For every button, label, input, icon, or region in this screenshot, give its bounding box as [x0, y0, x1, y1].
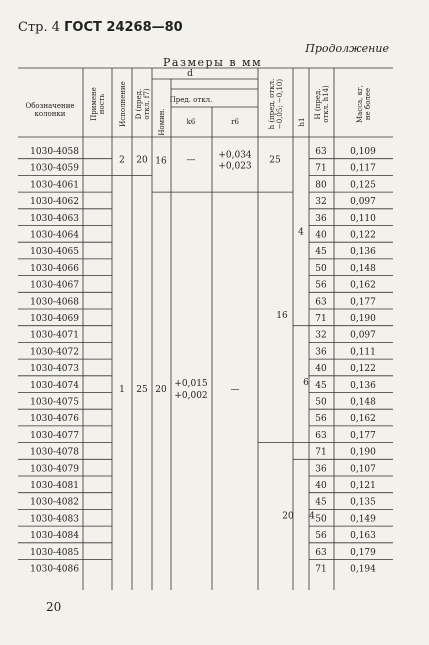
- H-cell: 40: [315, 364, 327, 375]
- designation-cell: 1030-4077: [30, 430, 79, 441]
- mass-cell: 0,177: [350, 430, 376, 441]
- H-cell: 56: [315, 280, 327, 291]
- H-cell: 45: [315, 380, 327, 391]
- H-cell: 56: [315, 414, 327, 425]
- header-version: Исполнение: [119, 81, 127, 127]
- mass-cell: 0,122: [350, 230, 376, 241]
- designation-cell: 1030-4064: [30, 230, 79, 241]
- version-cell: 1: [119, 384, 125, 395]
- H-cell: 32: [315, 197, 327, 208]
- designation-cell: 1030-4063: [30, 213, 79, 224]
- designation-cell: 1030-4078: [30, 447, 79, 458]
- designation-cell: 1030-4069: [30, 314, 79, 324]
- mass-cell: 0,162: [350, 414, 376, 425]
- designation-cell: 1030-4073: [30, 364, 79, 375]
- mass-cell: 0,111: [350, 347, 376, 358]
- r6-upper-cell: +0,034: [218, 150, 252, 161]
- H-cell: 71: [315, 564, 327, 575]
- designation-cell: 1030-4066: [30, 263, 79, 274]
- header-application: Примене: [90, 87, 98, 121]
- mass-cell: 0,190: [350, 314, 376, 324]
- designation-cell: 1030-4083: [30, 514, 79, 525]
- H-cell: 80: [315, 180, 327, 191]
- H-cell: 63: [315, 297, 327, 308]
- r6-cell: —: [230, 384, 240, 395]
- H-cell: 36: [315, 213, 327, 224]
- D-cell: 25: [136, 384, 148, 395]
- mass-cell: 0,190: [350, 447, 376, 458]
- d-nominal-cell: 16: [155, 156, 167, 167]
- continuation-label: Продолжение: [305, 42, 389, 55]
- mass-cell: 0,177: [350, 297, 376, 308]
- designation-cell: 1030-4061: [30, 180, 79, 191]
- h1-cell: 4: [298, 227, 304, 238]
- H-cell: 32: [315, 330, 327, 341]
- mass-cell: 0,136: [350, 247, 376, 258]
- mass-cell: 0,149: [350, 514, 376, 525]
- header-k6: k6: [186, 118, 196, 126]
- header-application: ность: [98, 93, 106, 115]
- designation-cell: 1030-4068: [30, 297, 79, 308]
- designation-cell: 1030-4085: [30, 547, 79, 558]
- r6-lower-cell: +0,023: [218, 161, 252, 172]
- H-cell: 36: [315, 347, 327, 358]
- page-number: 20: [46, 600, 62, 614]
- designation-cell: 1030-4075: [30, 397, 79, 408]
- header-nominal: Номин.: [158, 108, 166, 136]
- header-h: −0,05; −0,10): [276, 78, 284, 130]
- mass-cell: 0,107: [350, 464, 376, 475]
- H-cell: 40: [315, 230, 327, 241]
- standard-code: ГОСТ 24268—80: [64, 20, 183, 35]
- header-D: D (пред.: [135, 88, 143, 120]
- h1-cell: 4: [309, 511, 315, 522]
- mass-cell: 0,135: [350, 497, 376, 508]
- sizes-title: Размеры в мм: [163, 56, 263, 69]
- H-cell: 40: [315, 481, 327, 491]
- designation-cell: 1030-4082: [30, 497, 79, 508]
- mass-cell: 0,194: [350, 564, 376, 575]
- mass-cell: 0,122: [350, 364, 376, 375]
- H-cell: 36: [315, 464, 327, 475]
- h-cell: 25: [269, 155, 281, 166]
- H-cell: 63: [315, 430, 327, 441]
- designation-cell: 1030-4062: [30, 197, 79, 208]
- designation-cell: 1030-4072: [30, 347, 79, 358]
- k6-lower-cell: +0,002: [174, 390, 208, 401]
- h-cell: 16: [276, 311, 288, 321]
- header-D: откл. f7): [143, 88, 151, 120]
- H-cell: 45: [315, 497, 327, 508]
- h-cell: 20: [282, 511, 294, 522]
- h1-cell: 6: [303, 377, 309, 388]
- mass-cell: 0,117: [350, 163, 376, 174]
- mass-cell: 0,097: [350, 197, 376, 208]
- mass-cell: 0,179: [350, 547, 376, 558]
- H-cell: 63: [315, 547, 327, 558]
- mass-cell: 0,125: [350, 180, 376, 191]
- mass-cell: 0,163: [350, 531, 376, 542]
- version-cell: 2: [119, 155, 125, 166]
- mass-cell: 0,136: [350, 380, 376, 391]
- H-cell: 50: [315, 514, 327, 525]
- H-cell: 45: [315, 247, 327, 258]
- header-mass: Масса, кг,: [356, 84, 364, 124]
- H-cell: 50: [315, 397, 327, 408]
- H-cell: 71: [315, 447, 327, 458]
- H-cell: 50: [315, 263, 327, 274]
- H-cell: 71: [315, 163, 327, 174]
- D-cell: 20: [136, 155, 148, 166]
- header-d: d: [187, 69, 193, 79]
- k6-cell: —: [186, 155, 196, 166]
- mass-cell: 0,097: [350, 330, 376, 341]
- k6-upper-cell: +0,015: [174, 378, 208, 389]
- header-H: откл. h14): [322, 85, 330, 123]
- mass-cell: 0,162: [350, 280, 376, 291]
- header-h1: h1: [298, 117, 306, 127]
- designation-cell: 1030-4081: [30, 481, 79, 491]
- H-cell: 56: [315, 531, 327, 542]
- designation-cell: 1030-4086: [30, 564, 79, 575]
- header-tolerance: Пред. откл.: [169, 96, 213, 104]
- designation-cell: 1030-4084: [30, 531, 79, 542]
- mass-cell: 0,110: [350, 213, 376, 224]
- header-H: H (пред.: [314, 88, 322, 120]
- designation-cell: 1030-4059: [30, 163, 79, 174]
- H-cell: 63: [315, 147, 327, 157]
- d-nominal-cell: 20: [155, 384, 167, 395]
- header-h: h (пред. откл.: [268, 78, 276, 130]
- header-mass: не более: [364, 87, 372, 121]
- header-designation: колонки: [34, 110, 66, 118]
- designation-cell: 1030-4071: [30, 330, 79, 341]
- mass-cell: 0,148: [350, 263, 376, 274]
- H-cell: 71: [315, 314, 327, 324]
- header-designation: Обозначение: [25, 102, 75, 110]
- designation-cell: 1030-4074: [30, 380, 79, 391]
- designation-cell: 1030-4065: [30, 247, 79, 258]
- designation-cell: 1030-4067: [30, 280, 79, 291]
- mass-cell: 0,109: [350, 147, 376, 157]
- designation-cell: 1030-4079: [30, 464, 79, 475]
- mass-cell: 0,121: [350, 481, 376, 491]
- mass-cell: 0,148: [350, 397, 376, 408]
- designation-cell: 1030-4076: [30, 414, 79, 425]
- header-prefix: Стр. 4: [18, 20, 65, 35]
- designation-cell: 1030-4058: [30, 147, 79, 157]
- header-r6: r6: [231, 118, 239, 126]
